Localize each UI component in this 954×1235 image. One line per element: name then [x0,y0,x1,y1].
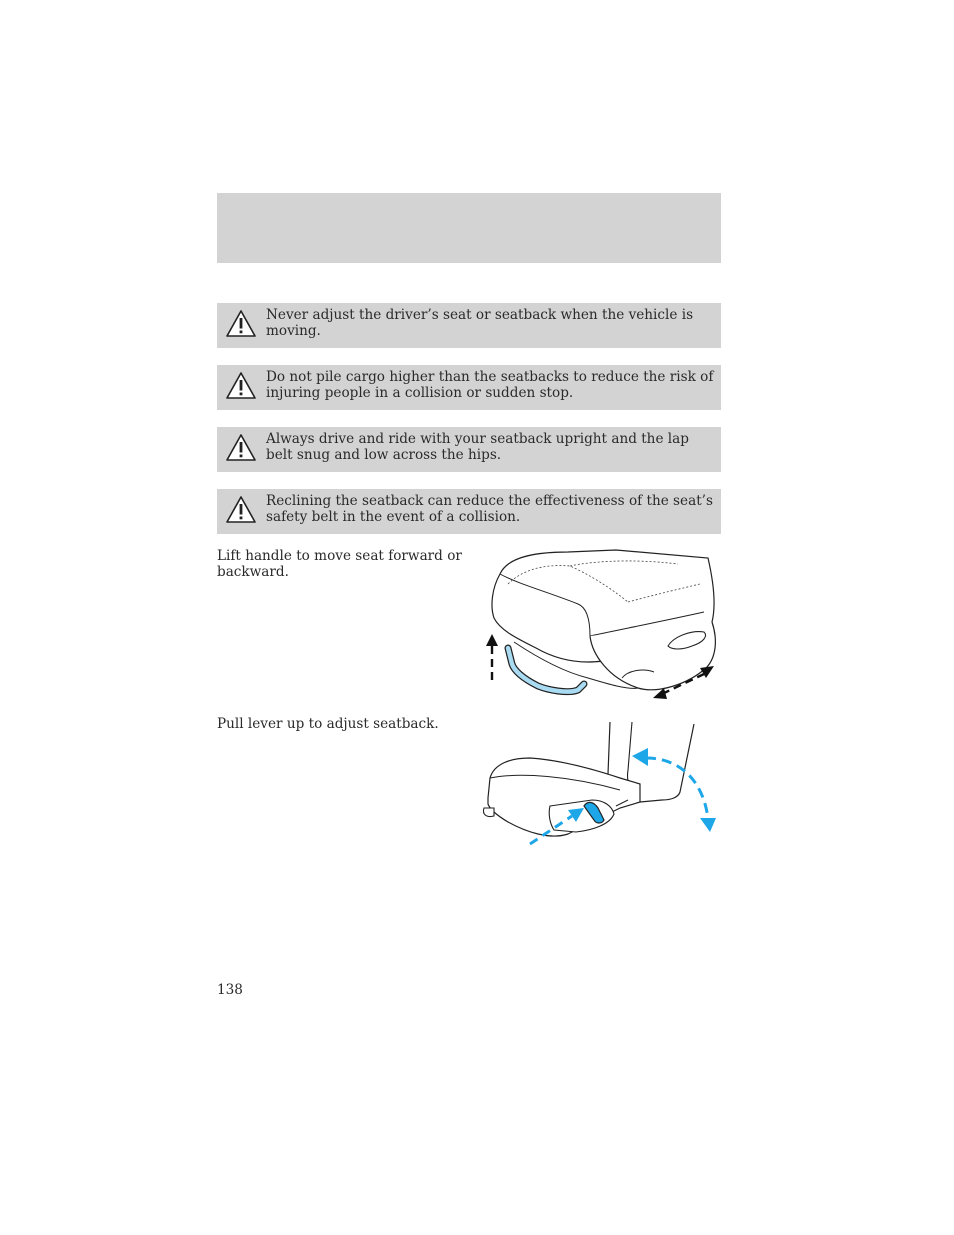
warning-text: Never adjust the driver’s seat or seatback when the vehicle is moving. [266,307,694,339]
warning-box [217,427,721,472]
warning-triangle-icon [225,309,257,339]
page-number: 138 [217,982,243,998]
seat-track-instruction: Lift handle to move seat forward or backward. [217,548,462,580]
warning-text: Always drive and ride with your seatback upright and the lap belt snug and low across the hips. [266,431,689,463]
warning-triangle-icon [225,371,257,401]
header-band [217,193,721,263]
warning-triangle-icon [225,433,257,463]
warning-text: Do not pile cargo higher than the seatbacks to reduce the risk of injuring people in a collision or sudden stop. [266,369,714,401]
seatback-recline-illustration [480,718,728,850]
seat-track-illustration [478,544,728,706]
warning-box [217,303,721,348]
seatback-instruction: Pull lever up to adjust seatback. [217,716,439,732]
warning-triangle-icon [225,495,257,525]
warning-text: Reclining the seatback can reduce the effectiveness of the seat’s safety belt in the event of a collision. [266,493,713,525]
warning-box [217,489,721,534]
warning-box [217,365,721,410]
